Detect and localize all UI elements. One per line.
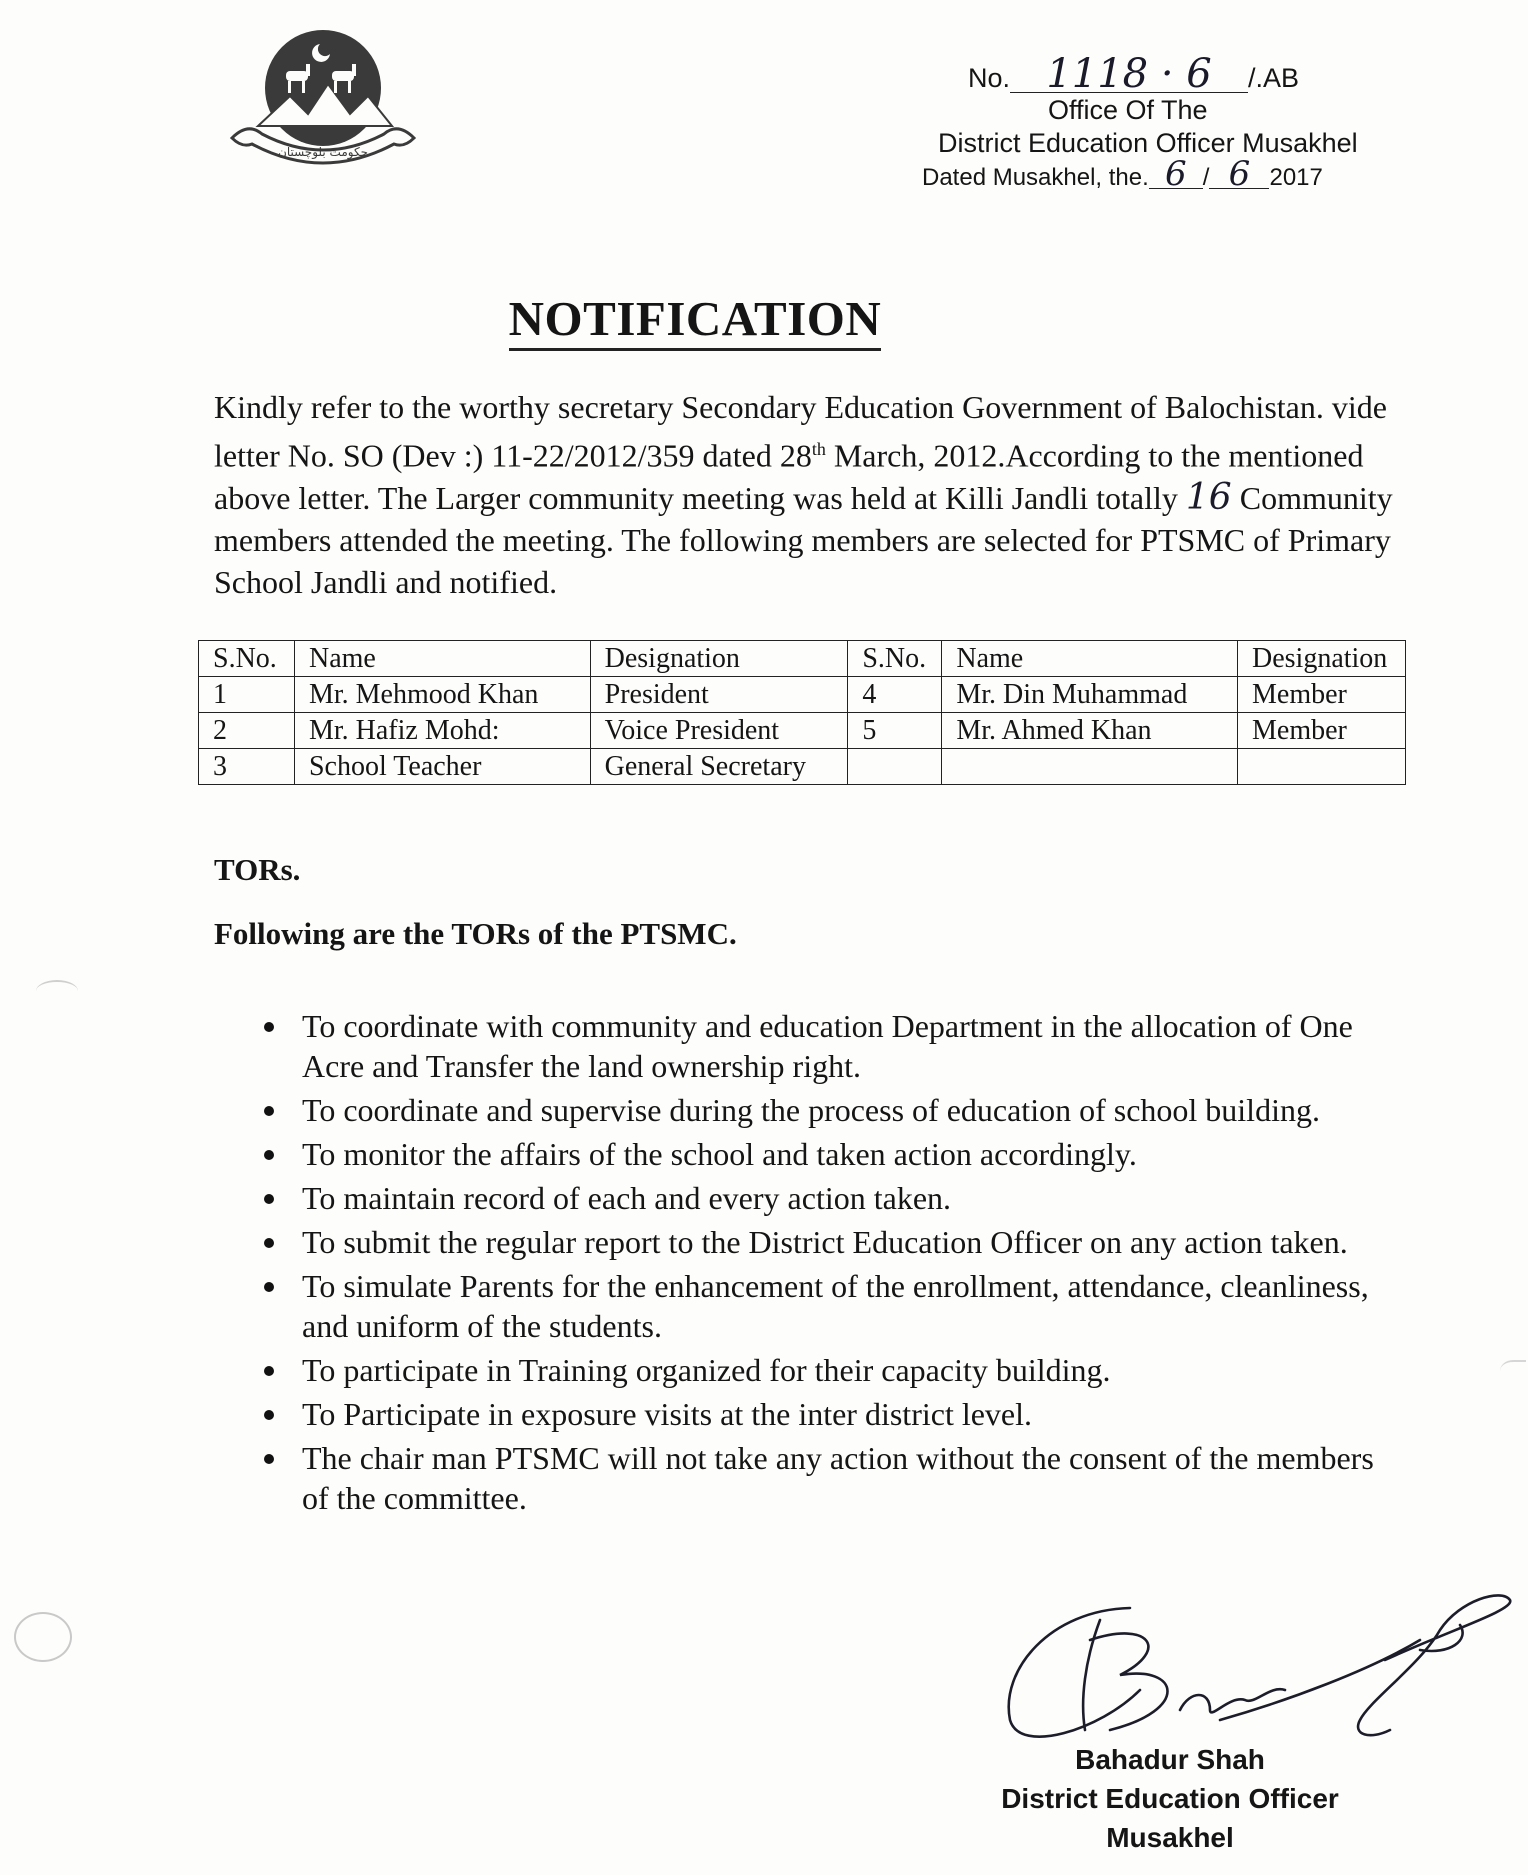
list-item: To Participate in exposure visits at the inter district level. <box>258 1394 1408 1434</box>
notification-title: NOTIFICATION <box>0 290 1390 347</box>
table-cell: Mr. Hafiz Mohd: <box>294 713 590 749</box>
list-item: To monitor the affairs of the school and taken action accordingly. <box>258 1134 1408 1174</box>
table-cell: 2 <box>199 713 295 749</box>
table-cell: 4 <box>848 677 942 713</box>
government-emblem-logo <box>228 26 418 186</box>
table-cell: Member <box>1238 713 1406 749</box>
body-part-3: Community members attended the meeting. The following members are selected for PTSMC of Primary School Jandli and notified. <box>214 479 1393 600</box>
table-cell: 5 <box>848 713 942 749</box>
office-line-1: Office Of The <box>1048 95 1208 125</box>
notification-body <box>214 386 1394 603</box>
table-cell <box>848 749 942 785</box>
list-item: The chair man PTSMC will not take any action without the consent of the members of the committee. <box>258 1438 1408 1518</box>
date-year: 2017 <box>1269 164 1323 191</box>
attendee-count-handwritten: 16 <box>1185 476 1232 518</box>
table-cell: Mr. Mehmood Khan <box>294 677 590 713</box>
table-header-row <box>199 641 1406 677</box>
signatory-name: Bahadur Shah <box>1075 1744 1265 1775</box>
ref-no-prefix: No. <box>968 63 1011 93</box>
signatory-location: Musakhel <box>1106 1822 1234 1853</box>
logo-ribbon-text: حکومت بلوچستان <box>278 145 368 159</box>
list-item: To participate in Training organized for their capacity building. <box>258 1350 1408 1390</box>
table-cell: 3 <box>199 749 295 785</box>
header-designation-1: Designation <box>590 641 848 677</box>
office-line-2: District Education Officer Musakhel <box>938 128 1358 158</box>
table-cell: Mr. Din Muhammad <box>942 677 1238 713</box>
ref-no-handwritten: 1118 · 6 <box>1010 56 1248 93</box>
body-part-1: Kindly refer to the worthy secretary Secondary Education Government of Balochistan. vide letter No. SO (Dev :) 11-22/2012/359 dated 28 <box>214 389 1387 474</box>
ref-no-suffix: /.AB <box>1248 63 1300 93</box>
dated-prefix: Dated Musakhel, the. <box>922 164 1149 191</box>
table-cell <box>1238 749 1406 785</box>
tors-subheading: Following are the TORs of the PTSMC. <box>214 916 737 951</box>
body-part-2: March, 2012.According to the mentioned above letter. The Larger community meeting was held at Killi Jandli totally <box>214 437 1364 516</box>
table-cell: General Secretary <box>590 749 848 785</box>
table-cell <box>942 749 1238 785</box>
table-row <box>199 713 1406 749</box>
table-cell: 1 <box>199 677 295 713</box>
header-designation-2: Designation <box>1238 641 1406 677</box>
signatory-designation: District Education Officer <box>1001 1783 1339 1814</box>
table-row <box>199 677 1406 713</box>
signatory-block <box>920 1740 1420 1857</box>
table-row <box>199 749 1406 785</box>
table-cell: Mr. Ahmed Khan <box>942 713 1238 749</box>
table-cell: President <box>590 677 848 713</box>
table-cell: Member <box>1238 677 1406 713</box>
body-ordinal-suffix: th <box>811 439 826 459</box>
handwritten-signature <box>990 1580 1528 1760</box>
date-month: 6 <box>1209 160 1269 189</box>
punch-hole-mark <box>36 980 78 1002</box>
list-item: To coordinate with community and education Department in the allocation of One Acre and Transfer the land ownership right. <box>258 1006 1408 1086</box>
date-day: 6 <box>1149 160 1203 189</box>
tors-heading: TORs. <box>214 852 301 887</box>
header-name-2: Name <box>942 641 1238 677</box>
tors-list <box>258 1006 1408 1522</box>
header-name-1: Name <box>294 641 590 677</box>
header-sno-1: S.No. <box>199 641 295 677</box>
list-item: To coordinate and supervise during the process of education of school building. <box>258 1090 1408 1130</box>
members-table <box>198 640 1406 785</box>
date-separator: / <box>1202 164 1210 191</box>
punch-hole-mark <box>14 1612 72 1662</box>
table-cell: School Teacher <box>294 749 590 785</box>
list-item: To simulate Parents for the enhancement of the enrollment, attendance, cleanliness, and uniform of the students. <box>258 1266 1408 1346</box>
header-sno-2: S.No. <box>848 641 942 677</box>
table-cell: Voice President <box>590 713 848 749</box>
scan-edge-mark <box>1500 1360 1526 1382</box>
list-item: To submit the regular report to the District Education Officer on any action taken. <box>258 1222 1408 1262</box>
list-item: To maintain record of each and every action taken. <box>258 1178 1408 1218</box>
